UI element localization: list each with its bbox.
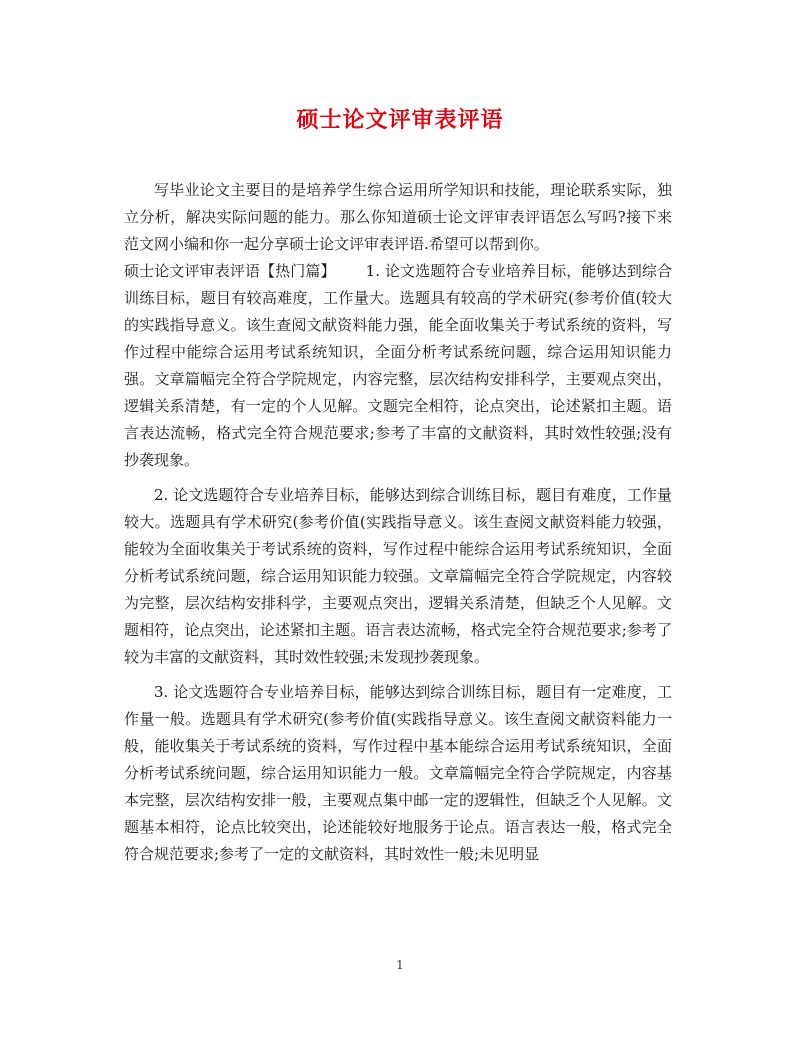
item-1-text: 1. 论文选题符合专业培养目标，能够达到综合训练目标，题目有较高难度，工作量大。选题具有较高的学术研究(参考价值(较大的实践指导意义。该生查阅文献资料能力强，能全面收集关于考试系统的资料，写作过程中能综合运用考试系统知识，全面分析考试系统问题，综合运用知识能力强。文章篇幅完全符合学院规定，内容完整，层次结构安排科学，主要观点突出，逻辑关系清楚，有一定的个人见解。文题完全相符，论点突出，论述紧扣主题。语言表达流畅，格式完全符合规范要求;参考了丰富的文献资料，其时效性较强;没有抄袭现象。 — [124, 262, 672, 469]
section-heading: 硕士论文评审表评语【热门篇】 — [124, 262, 336, 280]
document-title: 硕士论文评审表评语 — [296, 107, 504, 133]
document-body — [124, 177, 672, 868]
item-1-paragraph — [124, 258, 672, 474]
page-number: 1 — [396, 958, 404, 972]
item-3-paragraph: 3. 论文选题符合专业培养目标，能够达到综合训练目标，题目有一定难度，工作量一般。选题具有学术研究(参考价值(实践指导意义。该生查阅文献资料能力一般，能收集关于考试系统的资料，写作过程中基本能综合运用考试系统知识，全面分析考试系统问题，综合运用知识能力一般。文章篇幅完全符合学院规定，内容基本完整，层次结构安排一般，主要观点集中邮一定的逻辑性，但缺乏个人见解。文题基本相符，论点比较突出，论述能较好地服务于论点。语言表达一般，格式完全符合规范要求;参考了一定的文献资料，其时效性一般;未见明显 — [124, 683, 672, 863]
item-2-paragraph: 2. 论文选题符合专业培养目标，能够达到综合训练目标，题目有难度，工作量较大。选题具有学术研究(参考价值(实践指导意义。该生查阅文献资料能力较强，能较为全面收集关于考试系统的资料，写作过程中能综合运用考试系统知识，全面分析考试系统问题，综合运用知识能力较强。文章篇幅完全符合学院规定，内容较为完整，层次结构安排科学，主要观点突出，逻辑关系清楚，但缺乏个人见解。文题相符，论点突出，论述紧扣主题。语言表达流畅，格式完全符合规范要求;参考了较为丰富的文献资料，其时效性较强;未发现抄袭现象。 — [124, 486, 672, 666]
intro-paragraph: 写毕业论文主要目的是培养学生综合运用所学知识和技能，理论联系实际，独立分析，解决实际问题的能力。那么你知道硕士论文评审表评语怎么写吗?接下来范文网小编和你一起分享硕士论文评审表评语.希望可以帮到你。 — [124, 181, 672, 253]
